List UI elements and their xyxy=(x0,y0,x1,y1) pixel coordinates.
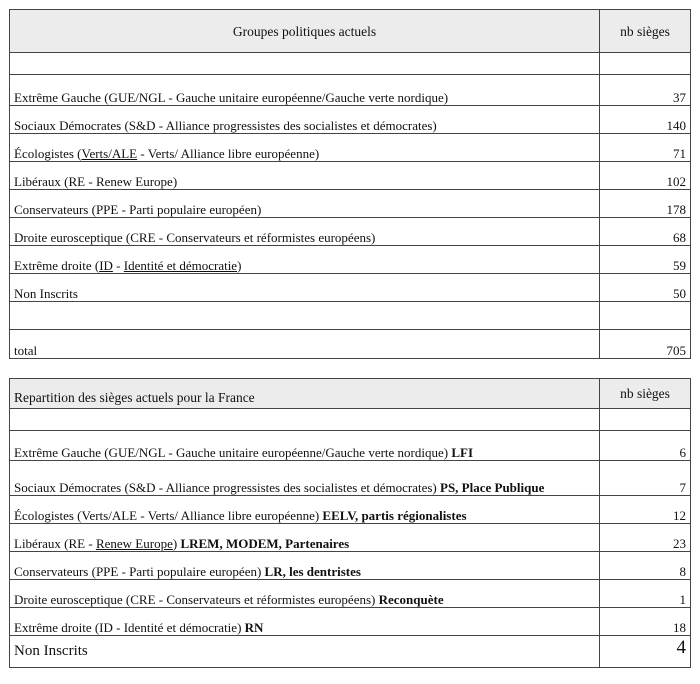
table-row xyxy=(10,106,691,134)
group-label: Sociaux Démocrates (S&D - Alliance progressistes des socialistes et démocrates) xyxy=(10,106,600,134)
header-seats: nb sièges xyxy=(600,10,691,53)
seat-count: 4 xyxy=(600,636,691,668)
seat-count: 71 xyxy=(600,134,691,162)
table-row xyxy=(10,496,691,524)
table-row xyxy=(10,274,691,302)
group-label: Conservateurs (PPE - Parti populaire européen) LR, les dentristes xyxy=(10,552,600,580)
group-label: Extrême droite (ID - Identité et démocratie) xyxy=(10,246,600,274)
empty-row xyxy=(10,409,691,431)
seat-count: 59 xyxy=(600,246,691,274)
french-parties: RN xyxy=(244,620,264,635)
table-row xyxy=(10,431,691,461)
seat-count: 37 xyxy=(600,75,691,106)
table-row xyxy=(10,190,691,218)
total-label: total xyxy=(10,330,600,359)
header-group: Repartition des sièges actuels pour la France xyxy=(10,379,600,409)
seat-count: 140 xyxy=(600,106,691,134)
table-row xyxy=(10,246,691,274)
seat-count: 178 xyxy=(600,190,691,218)
political-groups-table xyxy=(9,9,691,359)
table-row xyxy=(10,524,691,552)
french-parties: PS, Place Publique xyxy=(440,480,545,495)
seat-count: 68 xyxy=(600,218,691,246)
group-label: Extrême Gauche (GUE/NGL - Gauche unitaire européenne/Gauche verte nordique) LFI xyxy=(10,431,600,461)
group-label: Libéraux (RE - Renew Europe) LREM, MODEM, Partenaires xyxy=(10,524,600,552)
seat-count: 6 xyxy=(600,431,691,461)
french-parties: LR, les dentristes xyxy=(264,564,361,579)
group-label: Conservateurs (PPE - Parti populaire européen) xyxy=(10,190,600,218)
group-label: Sociaux Démocrates (S&D - Alliance progressistes des socialistes et démocrates) PS, Place Publique xyxy=(10,461,600,496)
table-row xyxy=(10,608,691,636)
seat-count: 102 xyxy=(600,162,691,190)
group-label: Droite eurosceptique (CRE - Conservateurs et réformistes européens) xyxy=(10,218,600,246)
header-row xyxy=(10,10,691,53)
table-row xyxy=(10,75,691,106)
french-parties: Reconquète xyxy=(378,592,444,607)
table-row xyxy=(10,162,691,190)
french-parties: LREM, MODEM, Partenaires xyxy=(180,536,350,551)
table-row xyxy=(10,552,691,580)
seat-count: 23 xyxy=(600,524,691,552)
group-label: Libéraux (RE - Renew Europe) xyxy=(10,162,600,190)
group-label: Non Inscrits xyxy=(10,274,600,302)
table-row xyxy=(10,580,691,608)
group-label: Extrême droite (ID - Identité et démocratie) RN xyxy=(10,608,600,636)
table-row xyxy=(10,461,691,496)
table-row xyxy=(10,636,691,668)
seat-count: 18 xyxy=(600,608,691,636)
empty-row xyxy=(10,302,691,330)
table-row xyxy=(10,218,691,246)
group-label: Écologistes (Verts/ALE - Verts/ Alliance libre européenne) xyxy=(10,134,600,162)
seat-count: 7 xyxy=(600,461,691,496)
french-parties: EELV, partis régionalistes xyxy=(322,508,467,523)
header-seats: nb sièges xyxy=(600,379,691,409)
total-row xyxy=(10,330,691,359)
seat-count: 8 xyxy=(600,552,691,580)
seat-count: 12 xyxy=(600,496,691,524)
group-label: Droite eurosceptique (CRE - Conservateurs et réformistes européens) Reconquète xyxy=(10,580,600,608)
header-row xyxy=(10,379,691,409)
seat-count: 1 xyxy=(600,580,691,608)
group-label: Écologistes (Verts/ALE - Verts/ Alliance libre européenne) EELV, partis régionalistes xyxy=(10,496,600,524)
header-group: Groupes politiques actuels xyxy=(10,10,600,53)
france-seats-table xyxy=(9,378,691,668)
total-seats: 705 xyxy=(600,330,691,359)
table-row xyxy=(10,134,691,162)
french-parties: LFI xyxy=(451,445,474,460)
seat-count: 50 xyxy=(600,274,691,302)
empty-row xyxy=(10,53,691,75)
group-label: Non Inscrits xyxy=(10,636,600,668)
group-label: Extrême Gauche (GUE/NGL - Gauche unitaire européenne/Gauche verte nordique) xyxy=(10,75,600,106)
